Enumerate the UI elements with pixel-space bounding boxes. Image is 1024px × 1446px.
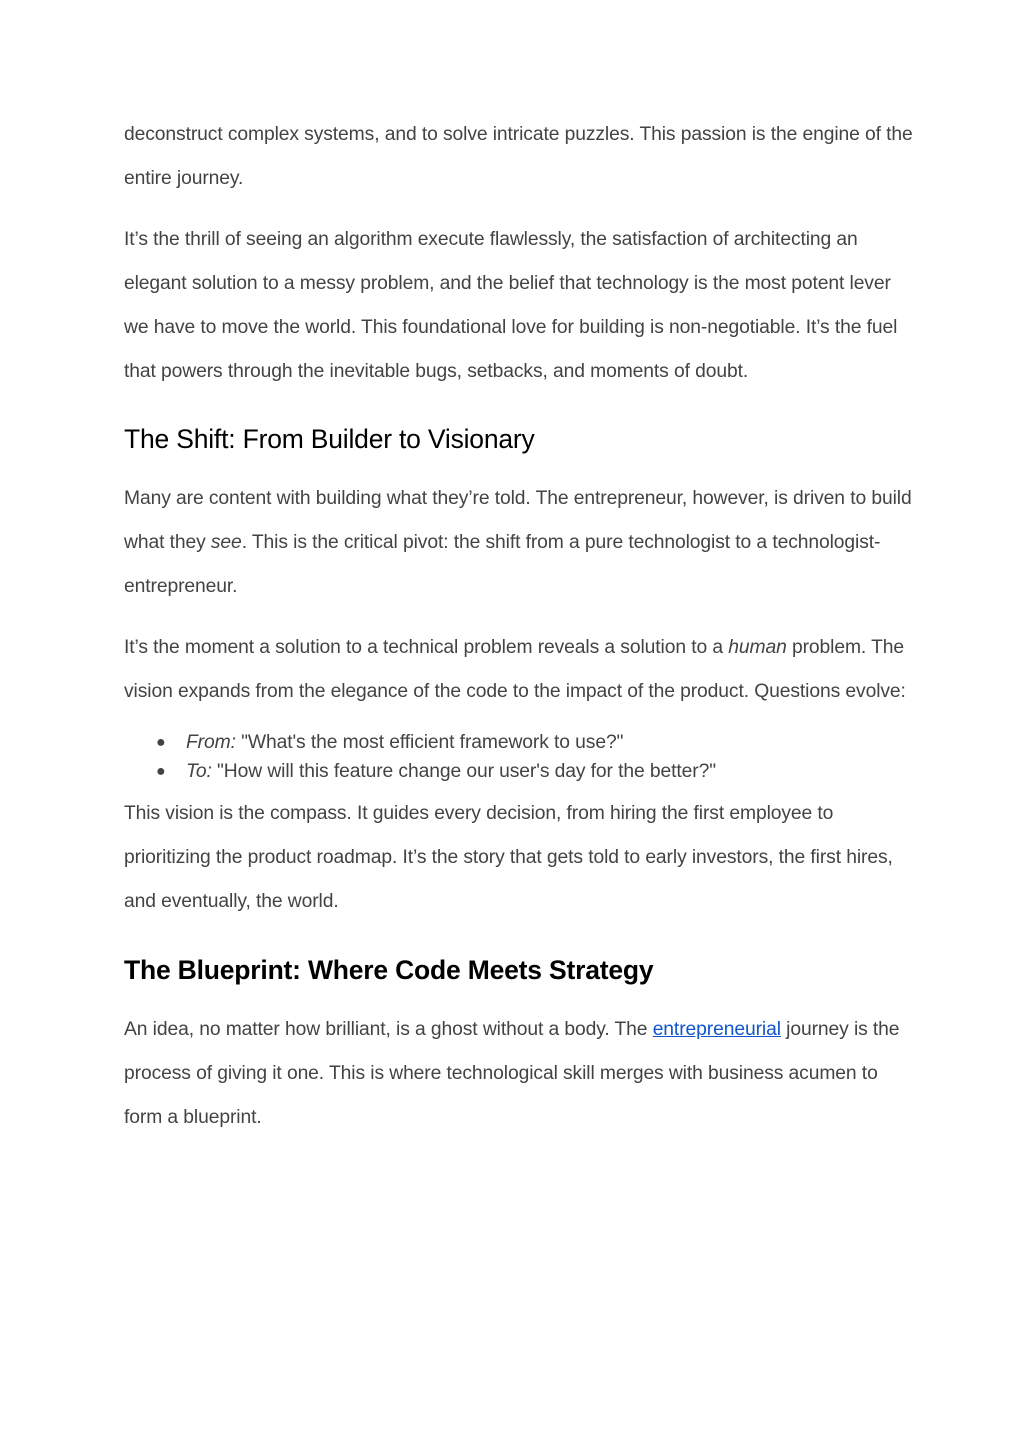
heading-the-blueprint: The Blueprint: Where Code Meets Strategy [124, 955, 654, 985]
list-item-label: From: [186, 732, 236, 753]
paragraph-text: problem. The vision expands from the elegance of the code to the impact of the product. Questions evolve: [124, 637, 906, 702]
list-item-label: To: [186, 761, 212, 782]
list-item-text: "How will this feature change our user's day for the better?" [211, 761, 716, 782]
bullet-icon: ● [156, 763, 166, 780]
bullet-icon: ● [156, 734, 166, 751]
paragraph-passion: deconstruct complex systems, and to solve intricate puzzles. This passion is the engine of the entire journey. [124, 124, 913, 189]
document-body [124, 113, 914, 1157]
heading-the-shift: The Shift: From Builder to Visionary [124, 424, 535, 454]
list-item-to [124, 757, 914, 786]
list-item-text: "What's the most efficient framework to use?" [235, 732, 624, 753]
paragraph-ghost-without-body [124, 1008, 914, 1140]
entrepreneurial-link[interactable]: entrepreneurial [652, 1019, 781, 1040]
paragraph-moment-of-solution [124, 626, 914, 714]
emphasis-see: see [210, 532, 242, 553]
paragraph-text: . This is the critical pivot: the shift from a pure technologist to a technologist-entrepreneur. [124, 532, 881, 597]
paragraph-text: It’s the moment a solution to a technical problem reveals a solution to a [124, 637, 729, 658]
paragraph-text: Many are content with building what they’re told. The entrepreneur, however, is driven to build what they [124, 488, 912, 553]
paragraph-text: journey is the process of giving it one. This is where technological skill merges with business acumen to form a blueprint. [124, 1019, 900, 1128]
questions-list [124, 728, 914, 786]
paragraph-text: An idea, no matter how brilliant, is a ghost without a body. The [124, 1019, 653, 1040]
paragraph-content-with-building [124, 477, 914, 609]
paragraph-compass: This vision is the compass. It guides every decision, from hiring the first employee to prioritizing the product roadmap. It’s the story that gets told to early investors, the first hires, and eventually, the world. [124, 803, 893, 912]
paragraph-thrill: It’s the thrill of seeing an algorithm execute flawlessly, the satisfaction of architecting an elegant solution to a messy problem, and the belief that technology is the most potent lever we have to move the world. This foundational love for building is non-negotiable. It’s the fuel that powers through the inevitable bugs, setbacks, and moments of doubt. [124, 229, 898, 382]
list-item-from [124, 728, 914, 757]
emphasis-human: human [728, 637, 787, 658]
